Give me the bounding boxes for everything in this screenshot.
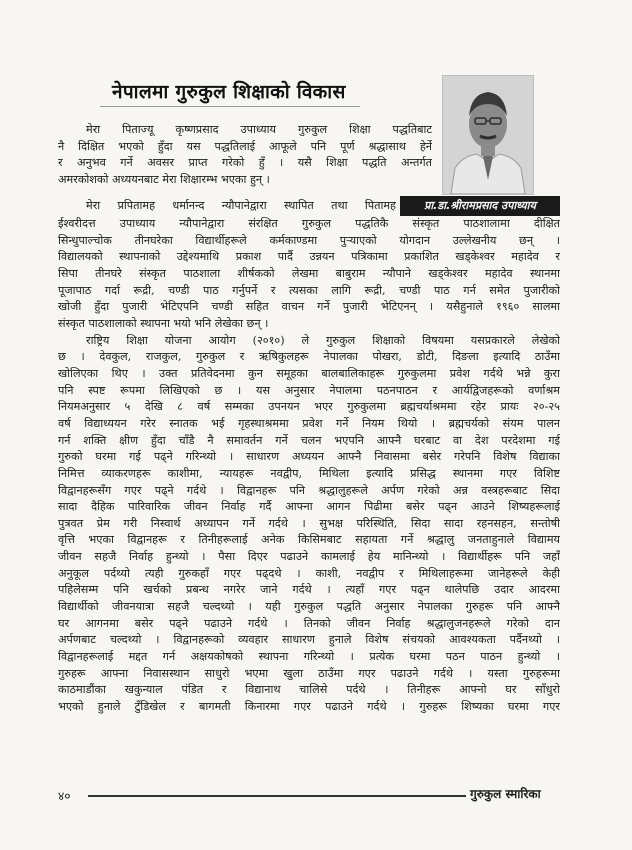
body-line: जीवन सहजै निर्वाह हुन्थ्यो । पैसा दिएर पढाउने कामलाई हेय मानिन्थ्यो । विद्यार्थीहरू पनि जहाँ (58, 550, 560, 564)
author-photo (442, 75, 534, 195)
body-line: काठमाडौंका खकुन्याल पंडित र विद्यानाथ चालिसे पर्दथे । तिनीहरू आफ्नो घर साँधुरो (58, 683, 560, 697)
intro-line: मेरा प्रपितामह धर्मानन्द न्यौपानेद्वारा स्थापित तथा पितामह (86, 199, 396, 212)
body-line: राष्ट्रिय शिक्षा योजना आयोग (२०१०) ले गुरुकुल शिक्षाको विषयमा यसप्रकारले लेखेको (86, 333, 560, 347)
body-line: छ । देवकुल, राजकुल, गुरुकुल र ऋषिकुलहरू नेपालका पोखरा, डोटी, दिङला इत्यादि ठाउँमा (58, 350, 560, 364)
body-line: गर्न शक्ति क्षीण हुँदा चाँडै नै समावर्तन गर्ने चलन भएपनि आफ्नै घरबाट वा देश परदेशमा गई (58, 433, 560, 447)
article-body (58, 216, 560, 716)
body-line: सिपा तीनघरे संस्कृत पाठशाला शीर्षकको लेखमा बाबुराम न्यौपाने खड्केश्वर महादेव स्थानमा (58, 266, 560, 280)
body-line: खोलिएका थिए । उक्त प्रतिवेदनमा कुन समूहका बालबालिकाहरू गुरुकुलमा प्रवेश गर्दथे भन्ने कुरा (58, 366, 560, 380)
body-line: नियमअनुसार ५ देखि ८ वर्ष सम्मका उपनयन भएर गुरुकुलमा ब्रह्मचर्याश्रममा रहेर प्रायः २०-२५ (58, 400, 560, 414)
title-divider (100, 106, 360, 107)
body-line: विद्यार्थीको जीवनयात्रा सहजै चल्दथ्यो । यही गुरुकुल पद्धति अनुसार नेपालका गुरुहरू पनि आफ्नै (58, 600, 560, 614)
body-line: संस्कृत पाठशालाको स्थापना भयो भनि लेखेका छन् । (58, 316, 269, 330)
intro-line: अमरकोशको अध्ययनबाट मेरा शिक्षारम्भ भएका हुन् । (58, 172, 270, 186)
body-line: ईश्वरीदत्त उपाध्याय न्यौपानेद्वारा संरक्षित गुरुकुल पद्धतिकै संस्कृत पाठशालामा दीक्षित (58, 217, 560, 230)
body-line: गुरुको घरमा गई पढ्ने गरिन्थ्यो । साधारण अध्ययन आफ्नै निवासमा बसेर गरेपनि विशेष विद्याका (58, 450, 560, 464)
body-line: वृत्ति भएका विद्वानहरू र तिनीहरूलाई अनेक किसिमबाट सहायता गर्ने श्रद्धालु जनताहुनाले विद्यामय (58, 533, 560, 547)
author-caption: प्रा.डा.श्रीरामप्रसाद उपाध्याय (400, 196, 560, 216)
intro-paragraph (58, 122, 432, 188)
footer-rule (88, 795, 466, 797)
body-line: सिन्धुपाल्चोक तीनघरेका विद्यार्थीहरूले कर्मकाण्डमा पुऱ्याएको योगदान उल्लेखनीय छन् । (58, 233, 560, 247)
body-line: खोजी हुँदा पुजारी भेटिएपनि चण्डी सहित वाचन गर्ने पुजारी भेटिएनन् । यसैहुनाले १९६० सालमा (58, 300, 560, 314)
intro-line: नै दिक्षित भएको हुँदा यस पद्धतिलाई आफूले पनि पूर्ण श्रद्धासाथ हेर्ने (58, 139, 432, 153)
body-line: वर्ष विद्याध्ययन गरेर स्नातक भई गृहस्थाश्रममा प्रवेश गर्ने नियम थियो । ब्रह्मचर्यको संयम पालन (58, 416, 560, 430)
body-line: सादा दैहिक पारिवारिक जीवन निर्वाह गर्दै आफ्ना आगन पिढीमा बसेर पढ्न आउने शिष्यहरूलाई (58, 500, 560, 514)
body-line: पुत्रवत प्रेम गरी निस्वार्थ अध्यापन गर्ने गर्दथे । सुभक्ष परिस्थिति, सिदा सादा रहनसहन, सन्तोषी (58, 516, 560, 530)
body-line: निमित्त व्याकरणहरू काशीमा, न्यायहरू नवद्वीप, मिथिला इत्यादि प्रसिद्ध स्थानमा गएर विशिष्ट (58, 466, 560, 480)
publication-name: गुरुकुल स्मारिका (470, 787, 541, 801)
body-line: विद्वानहरूसँग गएर पढ्ने गर्दथे । विद्वानहरू पनि श्रद्धालुहरूले अर्पण गरेको अन्न वस्त्रहरूबाट सिदा (58, 483, 560, 497)
body-line: पूजापाठ गर्दा रूद्री, चण्डी पाठ गर्नुपर्ने र त्यसका लागि रूद्री, चण्डी पाठ गर्न समेत पुजारीको (58, 283, 560, 297)
body-line: गुरुहरू आफ्ना निवासस्थान साधुरो भएमा खुला ठाउँमा गएर पढाउने गर्दथे । यस्ता गुरुहरूमा (58, 666, 560, 680)
intro-line: र अनुभव गर्ने अवसर प्राप्त गरेको हुँ । यसै शिक्षा पद्धति अन्तर्गत (58, 156, 432, 170)
second-paragraph-start (58, 198, 396, 215)
body-line: पहिलेसम्म पनि खर्चको प्रबन्ध नगरेर जाने गर्दथे । त्यहाँ गएर पढ्न थालेपछि उदार आदरमा (58, 583, 560, 597)
article-title: नेपालमा गुरुकुल शिक्षाको विकास (112, 81, 346, 103)
author-portrait-icon (443, 76, 533, 194)
page-number: ४० (58, 789, 71, 803)
body-line: भएको हुनाले टुँडिखेल र बागमती किनारमा गएर पढाउने गर्दथे । गुरुहरू शिष्यका घरमा गएर (58, 700, 560, 714)
intro-line: मेरा पिताज्यू कृष्णप्रसाद उपाध्याय गुरुकुल शिक्षा पद्धतिबाट (86, 123, 432, 136)
body-line: पनि स्पष्ट रूपमा लिखिएको छ । यस अनुसार नेपालमा पठनपाठन र आर्यद्विजहरूको वर्णाश्रम (58, 383, 560, 397)
body-line: विद्वानहरूलाई मद्दत गर्न अक्षयकोषको स्थापना गरिन्थ्यो । प्रत्येक घरमा पठन पाठन हुन्थ्यो । (58, 650, 560, 664)
body-line: अर्पणबाट चल्दथ्यो । विद्वानहरूको व्यवहार साधारण हुनाले विशेष संचयको आवश्यकता पर्दैनथ्यो । (58, 633, 560, 647)
body-line: अनुकूल पर्दथ्यो त्यही गुरुकहाँ गएर पढ्दथे । काशी, नवद्वीप र मिथिलाहरूमा जानेहरूले केही (58, 566, 560, 580)
body-line: घर आगनमा बसेर पढ्ने पढाउने गर्दथे । तिनको जीवन निर्वाह श्रद्धालुजनहरूले गरेको दान (58, 616, 560, 630)
body-line: विद्यालयको स्थापनाको उद्देश्यमाथि प्रकाश पार्दै उन्नयन पत्रिकामा प्रकाशित खड्केश्वर महादेव र (58, 250, 560, 264)
